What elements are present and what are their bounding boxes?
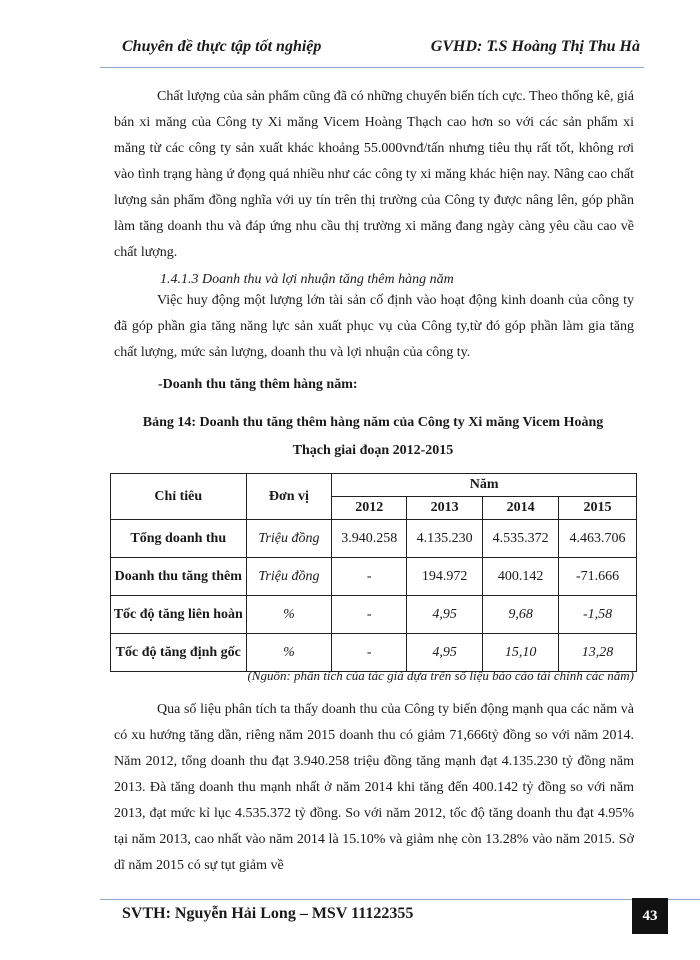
table-caption (108, 409, 638, 465)
table-row (111, 520, 637, 558)
header-divider (100, 67, 644, 68)
section-subheading: 1.4.1.3 Doanh thu và lợi nhuận tăng thêm hàng năm (160, 272, 454, 287)
header-unit: Đơn vị (246, 474, 332, 520)
paragraph-assets: Việc huy động một lượng lớn tài sản cố định vào hoạt động kinh doanh của công ty đã góp phần gia tăng năng lực sản xuất phục vụ của Công ty,từ đó góp phần làm gia tăng chất lượng, mức sản lượng, doanh thu và lợi nhuận của công ty. (114, 293, 634, 360)
header-year: 2015 (559, 497, 637, 520)
table-caption-line-2: Thạch giai đoạn 2012-2015 (292, 443, 454, 458)
header-indicator: Chỉ tiêu (111, 474, 247, 520)
table-row (111, 596, 637, 634)
table-row (111, 634, 637, 672)
row-value: -1,58 (559, 596, 637, 634)
row-value: 15,10 (483, 634, 559, 672)
row-label: Tốc độ tăng định gốc (111, 634, 247, 672)
footer-student: SVTH: Nguyễn Hải Long – MSV 11122355 (122, 905, 414, 922)
row-unit: Triệu đồng (246, 558, 332, 596)
row-value: 3.940.258 (332, 520, 407, 558)
row-label: Doanh thu tăng thêm (111, 558, 247, 596)
row-unit: % (246, 596, 332, 634)
table-header-row (111, 474, 637, 497)
page-number: 43 (632, 898, 668, 934)
row-value: 194.972 (407, 558, 483, 596)
row-value: - (332, 634, 407, 672)
row-value: 4.135.230 (407, 520, 483, 558)
revenue-heading: -Doanh thu tăng thêm hàng năm: (158, 377, 358, 392)
row-value: 4,95 (407, 596, 483, 634)
row-value: -71.666 (559, 558, 637, 596)
table-source-note: (Nguồn: phân tích của tác giả dựa trên số liệu báo cáo tài chính các năm) (247, 668, 634, 683)
table-caption-line-1: Bảng 14: Doanh thu tăng thêm hàng năm của Công ty Xi măng Vicem Hoàng (142, 415, 604, 430)
revenue-table (110, 473, 637, 672)
header-year: 2012 (332, 497, 407, 520)
table-row (111, 558, 637, 596)
row-value: - (332, 558, 407, 596)
row-value: 4,95 (407, 634, 483, 672)
header-year: 2013 (407, 497, 483, 520)
row-label: Tổng doanh thu (111, 520, 247, 558)
row-label: Tốc độ tăng liên hoàn (111, 596, 247, 634)
row-value: 4.535.372 (483, 520, 559, 558)
page-header (100, 38, 640, 62)
header-year: 2014 (483, 497, 559, 520)
row-value: 13,28 (559, 634, 637, 672)
header-year-group: Năm (332, 474, 637, 497)
paragraph-quality: Chất lượng của sản phẩm cũng đã có những chuyển biến tích cực. Theo thống kê, giá bán xi măng của Công ty Xi măng Vicem Hoàng Thạch cao hơn so với các sản phẩm xi măng từ các công ty sản xuất khác khoảng 55.000vnđ/tấn nhưng tiêu thụ rất tốt, không rơi vào tình trạng hàng ứ đọng quá nhiều như các công ty xi măng khác hiện nay. Nâng cao chất lượng sản phẩm đồng nghĩa với uy tín trên thị trường của Công ty được nâng lên, góp phần làm tăng doanh thu và đáp ứng nhu cầu thị trường xi măng đang ngày càng yêu cầu cao về chất lượng. (114, 89, 635, 260)
footer-divider (100, 899, 700, 900)
row-value: 400.142 (483, 558, 559, 596)
row-unit: % (246, 634, 332, 672)
row-value: 9,68 (483, 596, 559, 634)
paragraph-analysis: Qua số liệu phân tích ta thấy doanh thu của Công ty biến động mạnh qua các năm và có xu hướng tăng dần, riêng năm 2015 doanh thu có giảm 71,666tỷ đồng so với năm 2014. Năm 2012, tổng doanh thu đạt 3.940.258 triệu đồng tăng mạnh đạt 4.135.230 tỷ đồng năm 2013. Đà tăng doanh thu mạnh nhất ở năm 2014 khi tăng đến 400.142 tỷ đồng so với năm 2013, đạt mức kỉ lục 4.535.372 tỷ đồng. So với năm 2012, tốc độ tăng doanh thu đạt 4.95% tại năm 2013, cao nhất vào năm 2014 là 15.10% và giảm nhẹ còn 13.28% vào năm 2015. Sở dĩ năm 2015 có sự tụt giảm về (114, 702, 634, 873)
header-title: Chuyên đề thực tập tốt nghiệp (122, 38, 322, 55)
header-advisor: GVHD: T.S Hoàng Thị Thu Hà (430, 38, 640, 55)
row-value: - (332, 596, 407, 634)
row-unit: Triệu đồng (246, 520, 332, 558)
row-value: 4.463.706 (559, 520, 637, 558)
